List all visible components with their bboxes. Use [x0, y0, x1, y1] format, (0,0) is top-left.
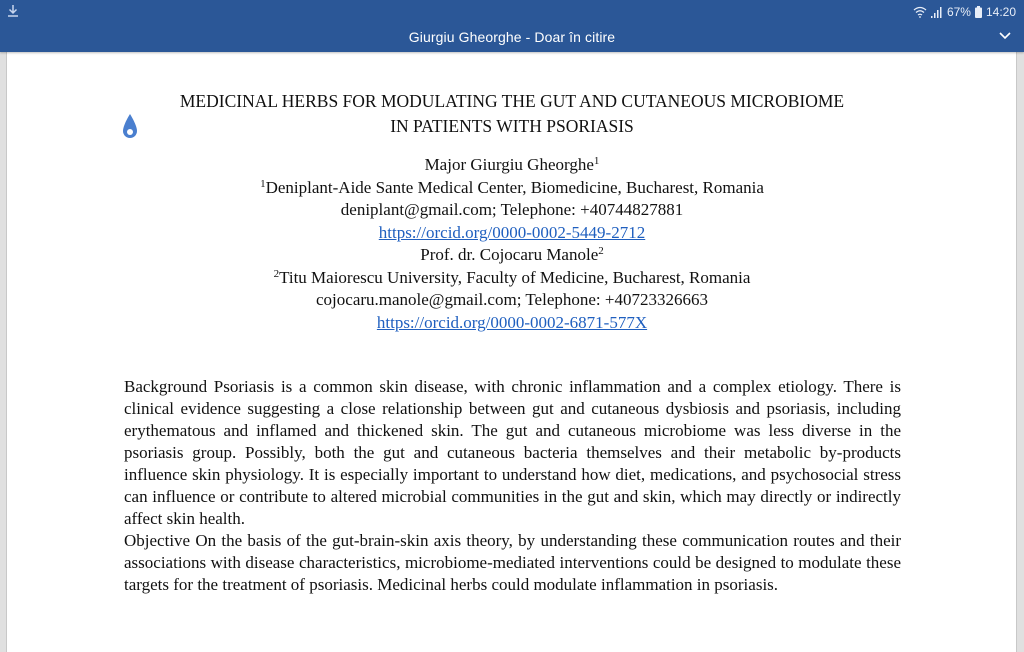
wifi-icon: [913, 6, 927, 18]
document-title-bar: Giurgiu Gheorghe - Doar în citire: [408, 29, 616, 45]
download-icon: [6, 3, 20, 19]
clock: 14:20: [985, 5, 1016, 19]
author-name-2: Prof. dr. Cojocaru Manole$^2$: [420, 245, 604, 264]
status-bar: [0, 0, 1024, 24]
orcid-link-2[interactable]: https://orcid.org/0000-0002-6871-577X: [376, 312, 648, 332]
chevron-down-icon[interactable]: [998, 31, 1012, 41]
battery-icon: [975, 6, 982, 18]
author-name-1: Major Giurgiu Gheorghe$^1$: [424, 155, 600, 174]
author-affiliation-1: $^1$Deniplant-Aide Sante Medical Center, Biomedicine, Bucharest, Romania: [260, 177, 764, 197]
battery-percent: 67%: [946, 5, 971, 19]
abstract: [124, 376, 901, 596]
app-bar: [0, 0, 1024, 52]
orcid-link-1[interactable]: https://orcid.org/0000-0002-5449-2712: [378, 222, 646, 242]
abstract-background: Background Psoriasis is a common skin disease, with chronic inflammation and a complex etiology. There is clinical evidence suggesting a close relationship between gut and cutaneous dysbiosis and psoriasis, including erythematous and inflamed and thickened skin. The gut and cutaneous microbiome was less diverse in the psoriasis group. Possibly, both the gut and cutaneous bacteria themselves and their metabolic by-products influence skin physiology. It is especially important to understand how diet, medications, and psychosocial stress can influence or contribute to altered microbial communities in the gut and skin, which may directly or indirectly affect skin health.: [124, 377, 901, 528]
author-contact-2: cojocaru.manole@gmail.com; Telephone: +40723326663: [316, 290, 708, 309]
abstract-objective: Objective On the basis of the gut-brain-skin axis theory, by understanding these communication routes and their associations with disease characteristics, microbiome-mediated interventions could be designed to modulate these targets for the treatment of psoriasis. Medicinal herbs could modulate inflammation in psoriasis.: [124, 531, 901, 594]
paper-title-line-1: MEDICINAL HERBS FOR MODULATING THE GUT AND CUTANEOUS MICROBIOME: [179, 91, 845, 111]
paper-title: [0, 89, 1024, 139]
text-cursor-drop-icon[interactable]: [122, 113, 138, 140]
signal-icon: [931, 6, 943, 18]
author-block: [0, 154, 1024, 334]
author-affiliation-2: $^2$Titu Maiorescu University, Faculty of Medicine, Bucharest, Romania: [273, 267, 751, 287]
paper-title-line-2: IN PATIENTS WITH PSORIASIS: [390, 116, 634, 136]
author-contact-1: deniplant@gmail.com; Telephone: +40744827881: [340, 200, 684, 219]
status-indicators: [913, 4, 1016, 20]
